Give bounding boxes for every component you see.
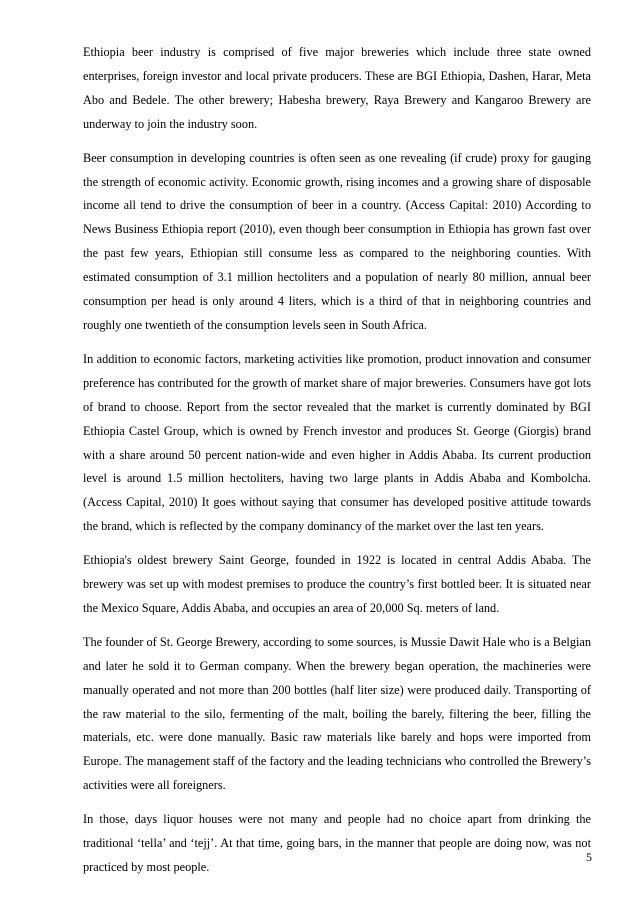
paragraph-5: The founder of St. George Brewery, according to some sources, is Mussie Dawit Hale who is a Belgian and later he sold it to German company. When the brewery began operation, the machineries were manually operated and not more than 200 bottles (half liter size) were produced daily. Transporting of the raw material to the silo, fermenting of the malt, boiling the barely, filtering the beer, filling the materials, etc. were done manually. Basic raw materials like barely and hops were imported from Europe. The management staff of the factory and the leading technicians who controlled the Brewery’s activities were all foreigners. (83, 634, 591, 793)
paragraph-4: Ethiopia's oldest brewery Saint George, founded in 1922 is located in central Addis Ababa. The brewery was set up with modest premises to produce the country’s first bottled beer. It is situated near the Mexico Square, Addis Ababa, and occupies an area of 20,000 Sq. meters of land. (83, 553, 591, 615)
paragraph-6: In those, days liquor houses were not many and people had no choice apart from drinking the traditional ‘tella’ and ‘tejj’. At that time, going bars, in the manner that people are doing now, was not practiced by most people. (83, 812, 591, 874)
document-body (83, 41, 591, 890)
paragraph-2: Beer consumption in developing countries is often seen as one revealing (if crude) proxy for gauging the strength of economic activity. Economic growth, rising incomes and a growing share of disposable income all tend to drive the consumption of beer in a country. (Access Capital: 2010) According to News Business Ethiopia report (2010), even though beer consumption in Ethiopia has grown fast over the past few years, Ethiopian still consume less as compared to the neighboring counties. With estimated consumption of 3.1 million hectoliters and a population of nearly 80 million, annual beer consumption per head is only around 4 liters, which is a third of that in neighboring countries and roughly one twentieth of the consumption levels seen in South Africa. (83, 150, 591, 332)
page-number: 5 (586, 850, 592, 864)
paragraph-1: Ethiopia beer industry is comprised of five major breweries which include three state owned enterprises, foreign investor and local private producers. These are BGI Ethiopia, Dashen, Harar, Meta Abo and Bedele. The other brewery; Habesha brewery, Raya Brewery and Kangaroo Brewery are underway to join the industry soon. (83, 45, 591, 131)
paragraph-3: In addition to economic factors, marketing activities like promotion, product innovation and consumer preference has contributed for the growth of market share of major breweries. Consumers have got lots of brand to choose. Report from the sector revealed that the market is currently dominated by BGI Ethiopia Castel Group, which is owned by French investor and produces St. George (Giorgis) brand with a share around 50 percent nation-wide and even higher in Addis Ababa. Its current production level is around 1.5 million hectoliters, having two large plants in Addis Ababa and Kombolcha. (Access Capital, 2010) It goes without saying that consumer has developed positive attitude towards the brand, which is reflected by the company dominancy of the market over the last ten years. (83, 351, 591, 534)
